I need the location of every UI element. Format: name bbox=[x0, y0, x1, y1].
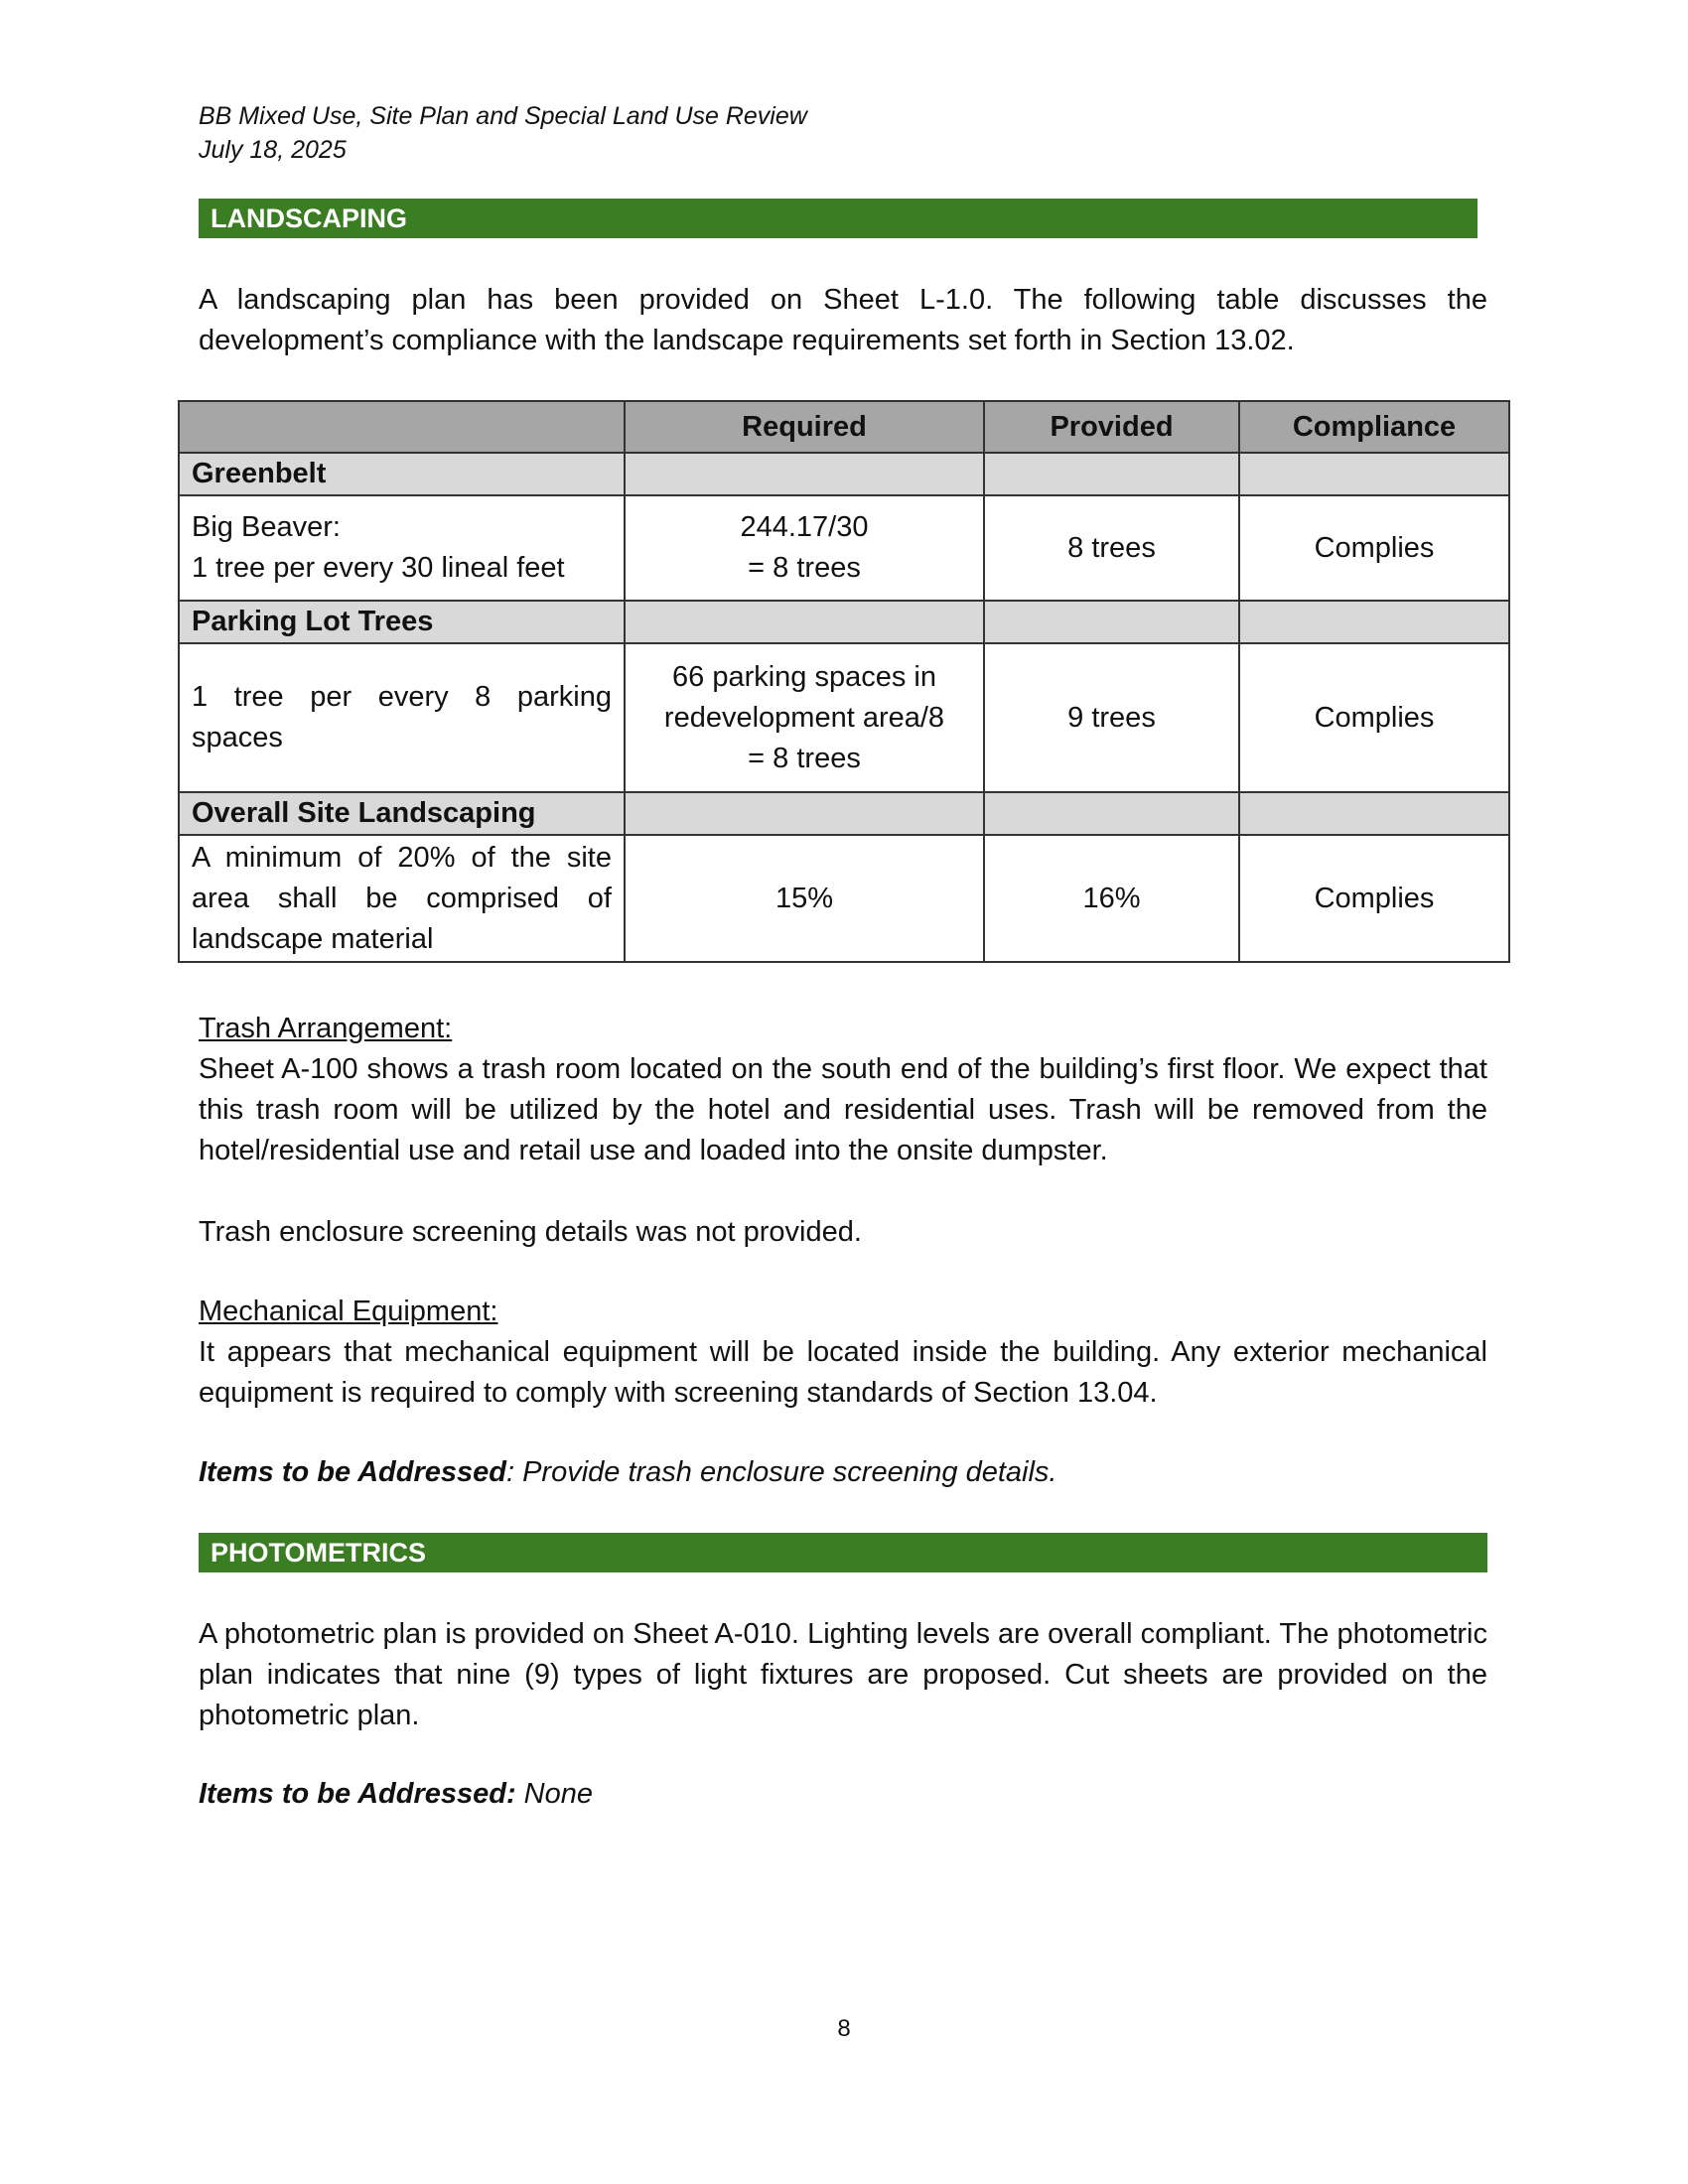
items-label: Items to be Addressed: bbox=[199, 1778, 516, 1810]
header-title: BB Mixed Use, Site Plan and Special Land Use Review bbox=[199, 102, 807, 130]
empty-cell bbox=[625, 792, 984, 835]
required-cell bbox=[625, 495, 984, 601]
items-text: None bbox=[515, 1778, 593, 1810]
category-label: Greenbelt bbox=[179, 453, 625, 495]
compliance-cell: Complies bbox=[1239, 835, 1509, 962]
category-label: Parking Lot Trees bbox=[179, 601, 625, 643]
required-line: = 8 trees bbox=[748, 552, 861, 584]
table-row bbox=[179, 495, 1509, 601]
requirement-description: A minimum of 20% of the site area shall be comprised of landscape material bbox=[179, 835, 625, 962]
table-row bbox=[179, 643, 1509, 792]
mechanical-equipment-heading: Mechanical Equipment: bbox=[199, 1296, 498, 1327]
photometrics-body: A photometric plan is provided on Sheet A-010. Lighting levels are overall compliant. The photometric plan indicates that nine (9) types of light fixtures are proposed. Cut sheets are provided on the photometric plan. bbox=[199, 1618, 1487, 1731]
required-cell bbox=[625, 643, 984, 792]
requirement-description: 1 tree per every 8 parking spaces bbox=[179, 643, 625, 792]
landscape-requirements-table bbox=[178, 400, 1510, 963]
required-line: = 8 trees bbox=[748, 742, 861, 774]
photometrics-items-to-address bbox=[199, 1774, 1487, 1815]
requirement-description bbox=[179, 495, 625, 601]
landscaping-items-to-address bbox=[199, 1452, 1487, 1493]
compliance-cell: Complies bbox=[1239, 643, 1509, 792]
provided-cell: 8 trees bbox=[984, 495, 1239, 601]
empty-cell bbox=[1239, 792, 1509, 835]
photometrics-heading: PHOTOMETRICS bbox=[199, 1533, 1487, 1572]
landscaping-intro: A landscaping plan has been provided on Sheet L-1.0. The following table discusses the development’s compliance with the landscape requirements set forth in Section 13.02. bbox=[199, 284, 1487, 356]
compliance-cell: Complies bbox=[1239, 495, 1509, 601]
empty-cell bbox=[984, 792, 1239, 835]
table-header-cell: Required bbox=[625, 401, 984, 453]
required-line: 66 parking spaces in bbox=[672, 660, 936, 693]
provided-cell: 9 trees bbox=[984, 643, 1239, 792]
table-category-row bbox=[179, 601, 1509, 643]
table-header-row bbox=[179, 401, 1509, 453]
running-header bbox=[199, 99, 807, 167]
table-header-cell bbox=[179, 401, 625, 453]
items-text: : Provide trash enclosure screening details. bbox=[505, 1456, 1057, 1488]
table-header-cell: Provided bbox=[984, 401, 1239, 453]
trash-arrangement-body: Sheet A-100 shows a trash room located on the south end of the building’s first floor. We expect that this trash room will be utilized by the hotel and residential uses. Trash will be removed from the hotel/residential use and retail use and loaded into the onsite dumpster. bbox=[199, 1053, 1487, 1166]
required-line: 244.17/30 bbox=[740, 511, 869, 543]
empty-cell bbox=[1239, 601, 1509, 643]
table-category-row bbox=[179, 792, 1509, 835]
empty-cell bbox=[625, 453, 984, 495]
table-header-cell: Compliance bbox=[1239, 401, 1509, 453]
empty-cell bbox=[984, 601, 1239, 643]
empty-cell bbox=[1239, 453, 1509, 495]
header-date: July 18, 2025 bbox=[199, 136, 347, 164]
category-label: Overall Site Landscaping bbox=[179, 792, 625, 835]
mechanical-equipment-body: It appears that mechanical equipment will be located inside the building. Any exterior mechanical equipment is required to comply with screening standards of Section 13.04. bbox=[199, 1336, 1487, 1409]
empty-cell bbox=[984, 453, 1239, 495]
table-row bbox=[179, 835, 1509, 962]
landscaping-heading: LANDSCAPING bbox=[199, 199, 1477, 238]
page-number: 8 bbox=[837, 2015, 851, 2042]
empty-cell bbox=[625, 601, 984, 643]
trash-arrangement-heading: Trash Arrangement: bbox=[199, 1013, 453, 1044]
items-label: Items to be Addressed bbox=[199, 1456, 506, 1488]
required-cell: 15% bbox=[625, 835, 984, 962]
provided-cell: 16% bbox=[984, 835, 1239, 962]
required-line: redevelopment area/8 bbox=[663, 701, 945, 734]
table-category-row bbox=[179, 453, 1509, 495]
desc-line: Big Beaver: bbox=[192, 511, 341, 543]
desc-line: 1 tree per every 30 lineal feet bbox=[192, 552, 565, 584]
trash-screening-note: Trash enclosure screening details was not provided. bbox=[199, 1216, 862, 1248]
